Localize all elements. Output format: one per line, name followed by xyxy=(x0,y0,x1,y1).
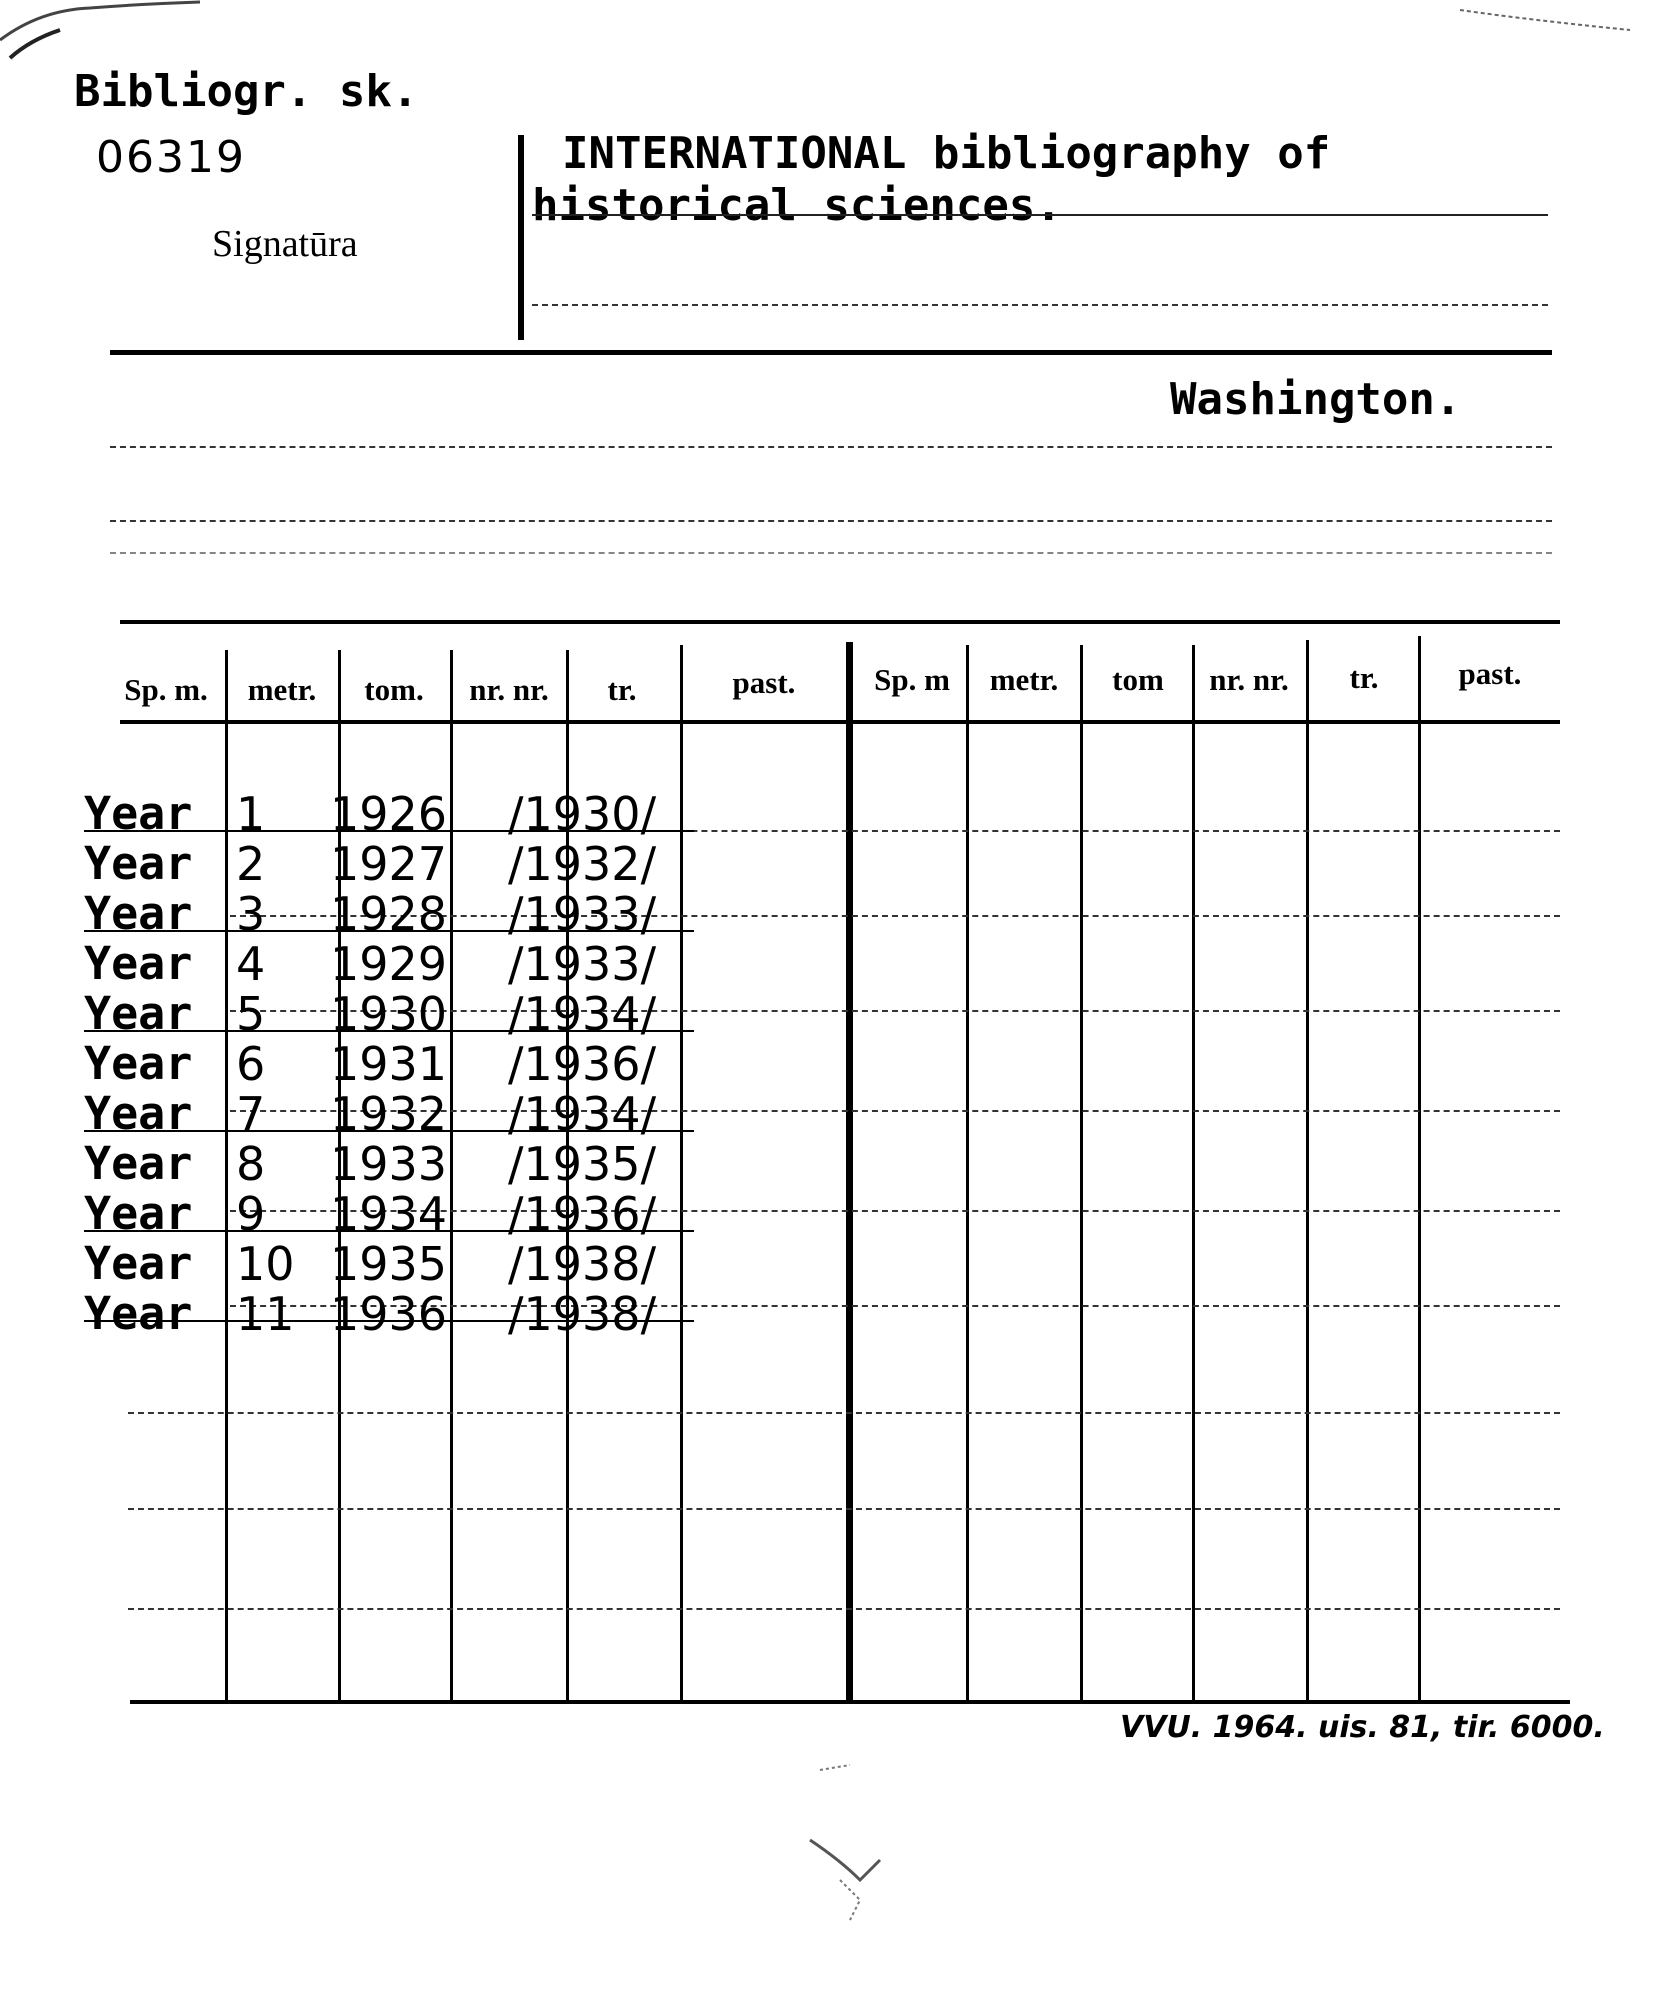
row-published: /1934/ xyxy=(508,1087,657,1141)
blank-line-2 xyxy=(110,520,1552,522)
row-label: Year xyxy=(84,1037,193,1090)
row-year: 1926 xyxy=(330,787,448,841)
place-label: Washington. xyxy=(1170,374,1462,425)
header-sp-m-right: Sp. m xyxy=(874,662,950,697)
row-strike xyxy=(84,1230,694,1232)
table-center-divider xyxy=(846,642,853,1700)
row-year: 1930 xyxy=(330,987,448,1041)
footer-imprint: VVU. 1964. uis. 81, tir. 6000. xyxy=(1120,1710,1605,1745)
header-tom-right: tom xyxy=(1112,662,1164,697)
header-nr-left: nr. nr. xyxy=(469,672,549,707)
row-year: 1929 xyxy=(330,937,448,991)
row-year: 1931 xyxy=(330,1037,448,1091)
row-year: 1936 xyxy=(330,1287,448,1341)
title-blank-line xyxy=(532,304,1548,306)
row-published: /1933/ xyxy=(508,937,657,991)
header-tom-left: tom. xyxy=(364,672,424,707)
col-line xyxy=(225,650,228,1700)
col-line xyxy=(1192,645,1195,1700)
row-label: Year xyxy=(84,1137,193,1190)
row-label: Year xyxy=(84,1287,193,1340)
row-label: Year xyxy=(84,937,193,990)
category-label: Bibliogr. sk. xyxy=(74,66,419,117)
row-published: /1933/ xyxy=(508,887,657,941)
row-volume: 3 xyxy=(236,887,266,941)
row-rule xyxy=(128,1608,1560,1610)
row-rule xyxy=(128,1412,1560,1414)
row-volume: 11 xyxy=(236,1287,295,1341)
row-year: 1933 xyxy=(330,1137,448,1191)
row-year: 1935 xyxy=(330,1237,448,1291)
col-line xyxy=(1080,645,1083,1700)
header-metr-right: metr. xyxy=(989,662,1059,697)
col-line xyxy=(680,645,683,1700)
row-volume: 9 xyxy=(236,1187,266,1241)
row-label: Year xyxy=(84,1187,193,1240)
row-strike xyxy=(84,1130,694,1132)
row-published: /1936/ xyxy=(508,1037,657,1091)
place-line xyxy=(110,446,1552,448)
col-line xyxy=(1306,640,1309,1700)
header-metr-left: metr. xyxy=(247,672,317,707)
row-volume: 5 xyxy=(236,987,266,1041)
col-line xyxy=(966,645,969,1700)
row-rule xyxy=(128,1508,1560,1510)
row-label: Year xyxy=(84,787,193,840)
row-label: Year xyxy=(84,837,193,890)
table-bottom-rule xyxy=(130,1700,1570,1704)
header-past-left: past. xyxy=(732,665,796,700)
header-tr-left: tr. xyxy=(607,672,637,707)
row-volume: 8 xyxy=(236,1137,266,1191)
header-divider xyxy=(518,135,524,340)
row-published: /1936/ xyxy=(508,1187,657,1241)
row-label: Year xyxy=(84,987,193,1040)
row-published: /1938/ xyxy=(508,1287,657,1341)
row-label: Year xyxy=(84,887,193,940)
row-strike xyxy=(84,1030,694,1032)
table-top-rule xyxy=(120,620,1560,624)
row-volume: 2 xyxy=(236,837,266,891)
row-published: /1930/ xyxy=(508,787,657,841)
row-year: 1932 xyxy=(330,1087,448,1141)
header-tr-right: tr. xyxy=(1349,660,1379,695)
row-volume: 10 xyxy=(236,1237,295,1291)
col-line xyxy=(1418,636,1421,1700)
scan-smudge-bottom xyxy=(790,1750,910,1930)
row-volume: 7 xyxy=(236,1087,266,1141)
title-line-1: INTERNATIONAL bibliography of xyxy=(562,128,1331,179)
signature-label: Signatūra xyxy=(212,223,358,265)
row-strike xyxy=(84,1320,694,1322)
row-year: 1928 xyxy=(330,887,448,941)
row-published: /1934/ xyxy=(508,987,657,1041)
blank-line-3 xyxy=(110,552,1552,554)
title-line-2: historical sciences. xyxy=(532,180,1062,231)
header-rule xyxy=(110,350,1552,355)
row-strike xyxy=(84,930,694,932)
row-strike xyxy=(84,830,694,832)
col-line xyxy=(450,650,453,1700)
header-sp-m-left: Sp. m. xyxy=(124,672,208,707)
row-published: /1932/ xyxy=(508,837,657,891)
row-label: Year xyxy=(84,1237,193,1290)
row-label: Year xyxy=(84,1087,193,1140)
row-volume: 1 xyxy=(236,787,266,841)
row-volume: 6 xyxy=(236,1037,266,1091)
table-header-rule xyxy=(120,720,1560,724)
scan-smudge-top-left xyxy=(0,0,220,70)
call-number: 06319 xyxy=(96,132,246,183)
row-year: 1934 xyxy=(330,1187,448,1241)
row-published: /1935/ xyxy=(508,1137,657,1191)
scan-smudge-top-right xyxy=(1450,0,1650,50)
row-volume: 4 xyxy=(236,937,266,991)
header-nr-right: nr. nr. xyxy=(1209,662,1289,697)
title-underline xyxy=(532,214,1548,216)
row-year: 1927 xyxy=(330,837,448,891)
row-published: /1938/ xyxy=(508,1237,657,1291)
header-past-right: past. xyxy=(1458,656,1522,691)
